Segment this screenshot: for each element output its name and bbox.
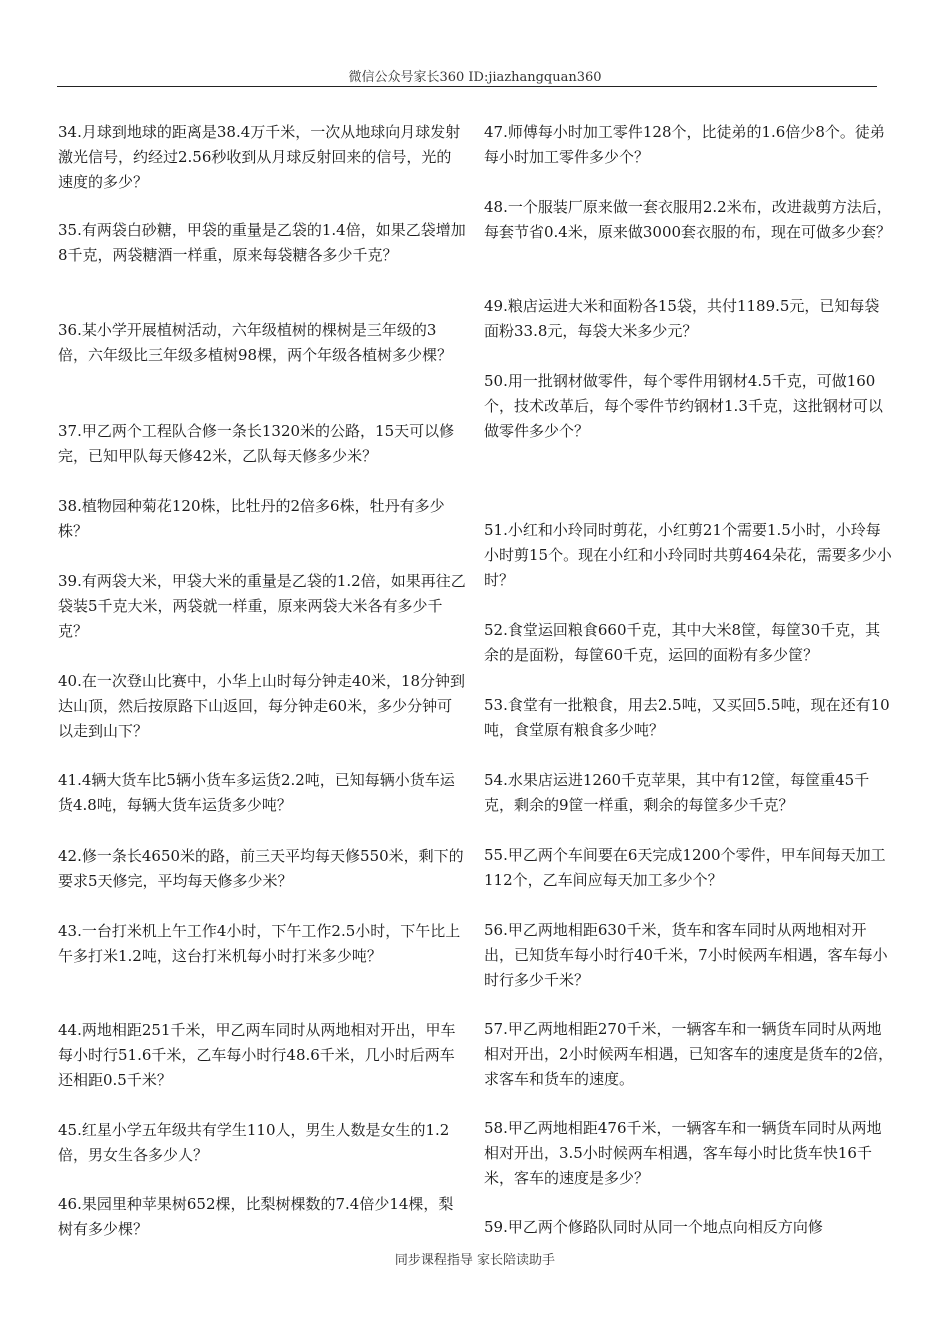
problem-49: 49.粮店运进大米和面粉各15袋，共付1189.5元，已知每袋面粉33.8元，每袋大米多少元？ <box>484 297 880 340</box>
page-footer: 同步课程指导 家长陪读助手 <box>394 1253 556 1268</box>
problem-57: 57.甲乙两地相距270千米，一辆客车和一辆货车同时从两地相对开出，2小时候两车相遇，已知客车的速度是货车的2倍，求客车和货车的速度。 <box>484 1020 894 1088</box>
problem-41: 41.4辆大货车比5辆小货车多运货2.2吨，已知每辆小货车运货4.8吨，每辆大货车运货多少吨？ <box>58 771 455 814</box>
page-header: 微信公众号家长360 ID:jiazhangquan360 <box>348 70 602 85</box>
problem-38: 38.植物园种菊花120株，比牡丹的2倍多6株，牡丹有多少株？ <box>58 497 445 540</box>
problem-54: 54.水果店运进1260千克苹果，其中有12筐，每筐重45千克，剩余的9筐一样重，剩余的每筐多少千克？ <box>484 771 870 814</box>
problem-58: 58.甲乙两地相距476千米，一辆客车和一辆货车同时从两地相对开出，3.5小时候两车相遇，客车每小时比货车快16千米，客车的速度是多少？ <box>484 1119 882 1187</box>
problem-50: 50.用一批钢材做零件，每个零件用钢材4.5千克，可做160个，技术改革后，每个零件节约钢材1.3千克，这批钢材可以做零件多少个？ <box>484 372 883 440</box>
problem-47: 47.师傅每小时加工零件128个，比徒弟的1.6倍少8个。徒弟每小时加工零件多少个？ <box>484 123 885 166</box>
problem-37: 37.甲乙两个工程队合修一条长1320米的公路，15天可以修完，已知甲队每天修42米，乙队每天修多少米？ <box>58 422 455 465</box>
problem-56: 56.甲乙两地相距630千米，货车和客车同时从两地相对开出，已知货车每小时行40千米，7小时候两车相遇，客车每小时行多少千米？ <box>484 921 888 989</box>
problem-35: 35.有两袋白砂糖，甲袋的重量是乙袋的1.4倍，如果乙袋增加8千克，两袋糖酒一样重，原来每袋糖各多少千克？ <box>58 221 466 264</box>
problem-39: 39.有两袋大米，甲袋大米的重量是乙袋的1.2倍，如果再往乙袋装5千克大米，两袋就一样重，原来两袋大米各有多少千克？ <box>58 572 466 640</box>
problem-45: 45.红星小学五年级共有学生110人，男生人数是女生的1.2倍，男女生各多少人？ <box>58 1121 450 1164</box>
problem-44: 44.两地相距251千米，甲乙两车同时从两地相对开出，甲车每小时行51.6千米，乙车每小时行48.6千米，几小时后两车还相距0.5千米？ <box>58 1021 456 1089</box>
problem-59: 59.甲乙两个修路队同时从同一个地点向相反方向修 <box>484 1218 823 1236</box>
problem-55: 55.甲乙两个车间要在6天完成1200个零件，甲车间每天加工112个，乙车间应每天加工多少个？ <box>484 846 886 889</box>
problem-40: 40.在一次登山比赛中，小华上山时每分钟走40米，18分钟到达山顶，然后按原路下山返回，每分钟走60米，多少分钟可以走到山下？ <box>58 672 466 740</box>
problem-52: 52.食堂运回粮食660千克，其中大米8筐，每筐30千克，其余的是面粉，每筐60千克，运回的面粉有多少筐？ <box>484 621 881 664</box>
problem-42: 42.修一条长4650米的路，前三天平均每天修550米，剩下的要求5天修完，平均每天修多少米？ <box>58 847 464 890</box>
problem-36: 36.某小学开展植树活动，六年级植树的棵树是三年级的3倍，六年级比三年级多植树98棵，两个年级各植树多少棵？ <box>58 321 453 364</box>
problem-53: 53.食堂有一批粮食，用去2.5吨，又买回5.5吨，现在还有10吨，食堂原有粮食多少吨？ <box>484 696 890 739</box>
problem-34: 34.月球到地球的距离是38.4万千米，一次从地球向月球发射激光信号，约经过2.56秒收到从月球反射回来的信号，光的速度的多少？ <box>58 123 461 191</box>
problem-48: 48.一个服装厂原来做一套衣服用2.2米布，改进裁剪方法后，每套节省0.4米，原来做3000套衣服的布，现在可做多少套？ <box>484 198 892 241</box>
problem-51: 51.小红和小玲同时剪花，小红剪21个需要1.5小时，小玲每小时剪15个。现在小红和小玲同时共剪464朵花，需要多少小时？ <box>484 521 892 589</box>
header-divider <box>57 86 877 87</box>
problem-43: 43.一台打米机上午工作4小时，下午工作2.5小时，下午比上午多打米1.2吨，这台打米机每小时打米多少吨？ <box>58 922 461 965</box>
problem-46: 46.果园里种苹果树652棵，比梨树棵数的7.4倍少14棵，梨树有多少棵？ <box>58 1195 454 1238</box>
